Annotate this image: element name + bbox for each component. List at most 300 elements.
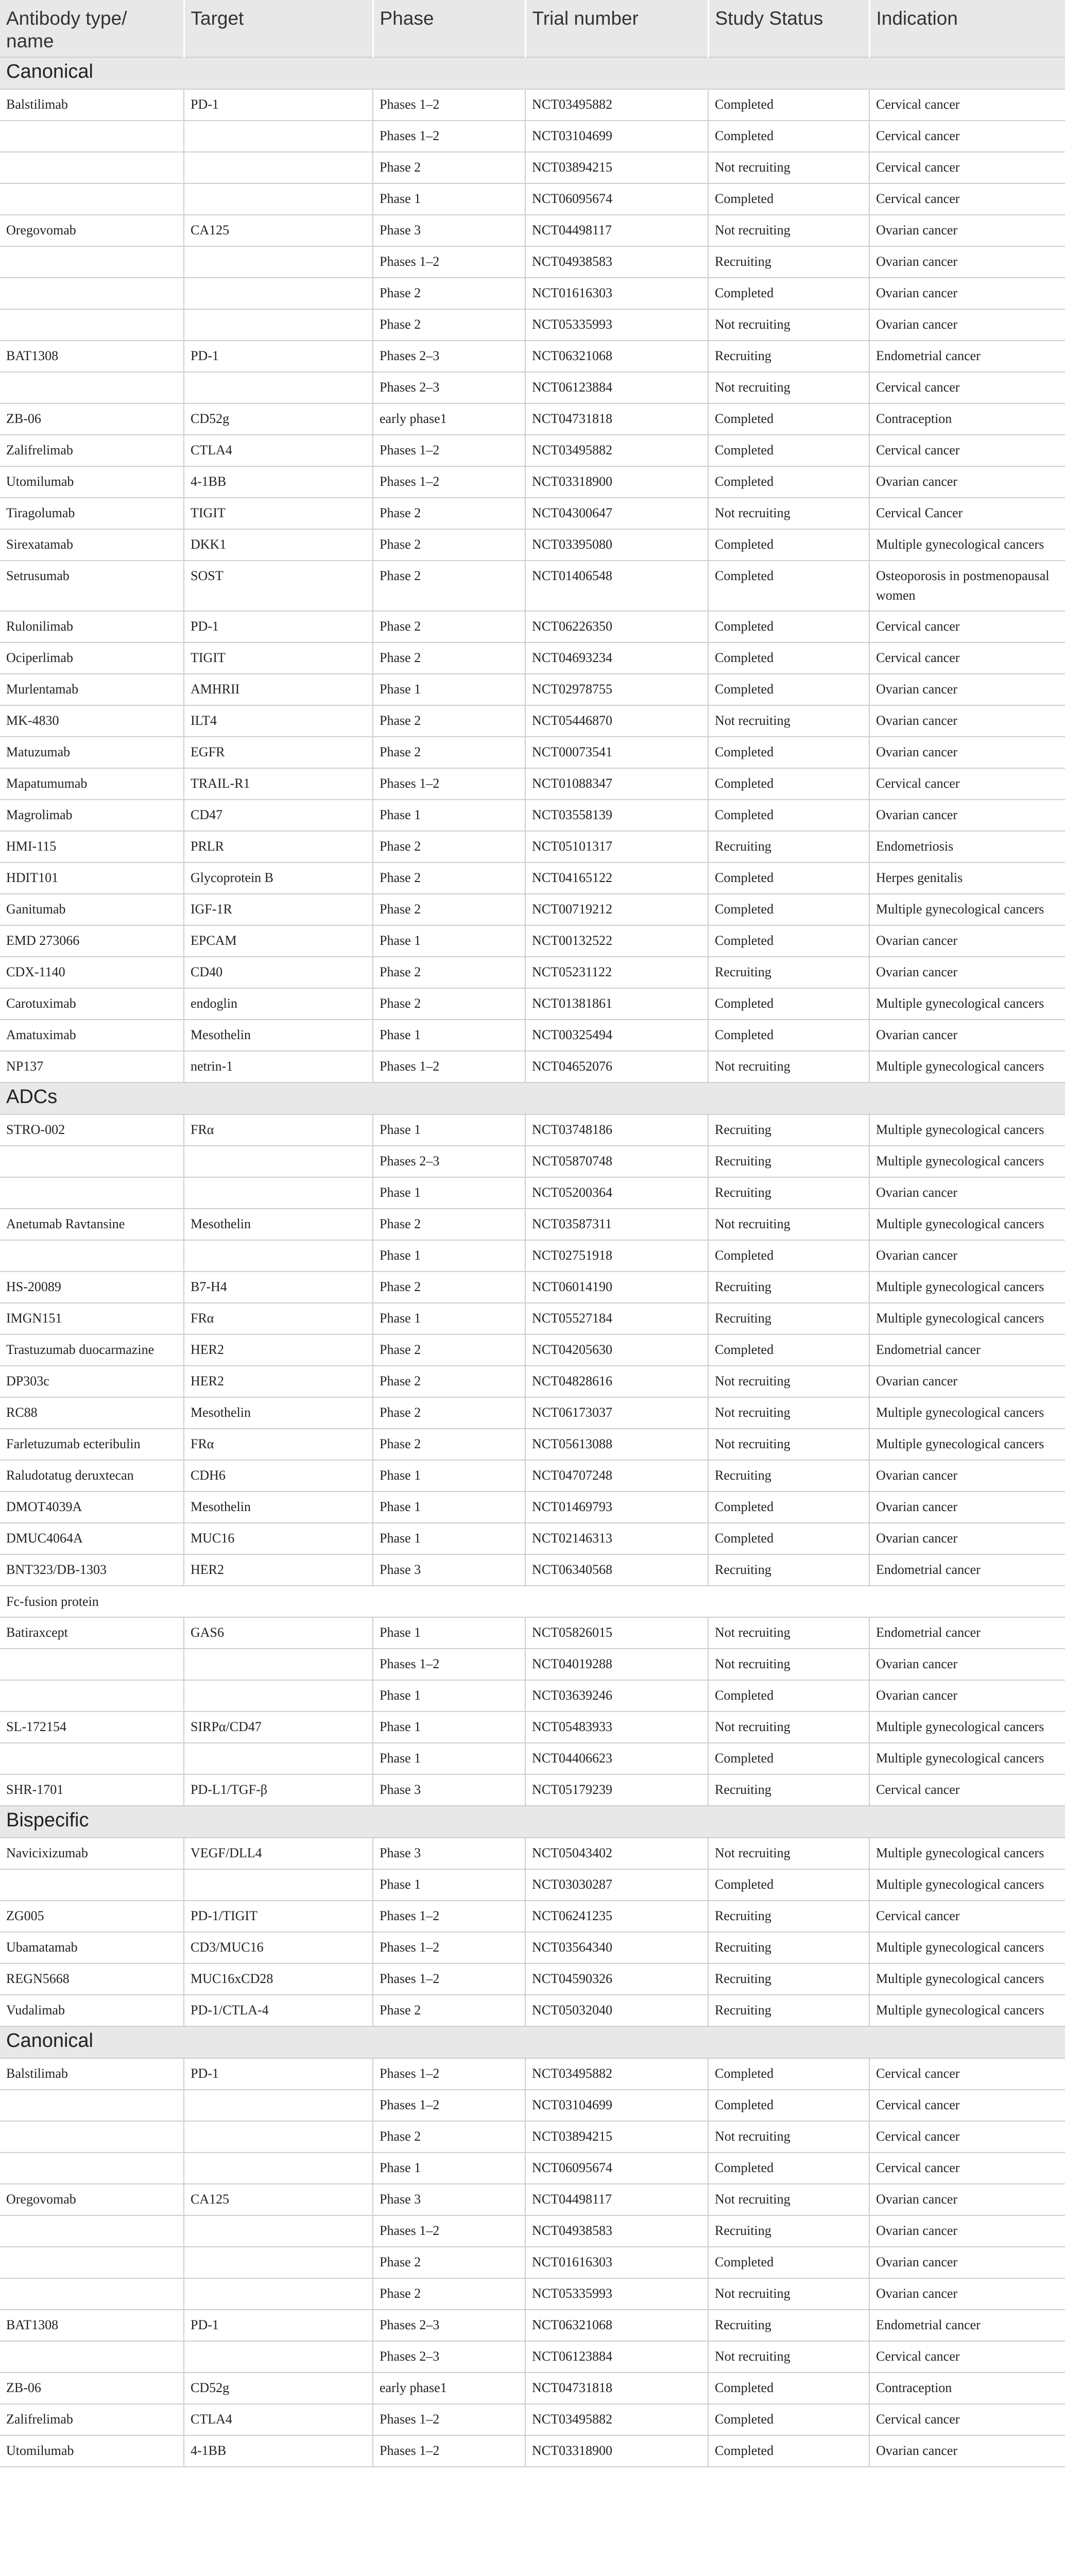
cell-antibody: DMOT4039A <box>0 1492 184 1523</box>
cell-target: FRα <box>184 1429 373 1460</box>
cell-phase: Phase 2 <box>373 278 525 309</box>
cell-study-status: Recruiting <box>708 341 869 372</box>
cell-phase: Phase 1 <box>373 1303 525 1334</box>
cell-target <box>184 309 373 341</box>
cell-study-status: Recruiting <box>708 1554 869 1586</box>
cell-study-status: Completed <box>708 925 869 957</box>
cell-trial-number: NCT05200364 <box>525 1177 708 1209</box>
cell-antibody: Setrusumab <box>0 561 184 611</box>
cell-phase: Phase 2 <box>373 705 525 737</box>
cell-target <box>184 1869 373 1901</box>
cell-target: 4-1BB <box>184 466 373 498</box>
table-row <box>0 1460 1065 1492</box>
cell-target <box>184 372 373 403</box>
cell-target <box>184 1177 373 1209</box>
cell-phase: Phase 2 <box>373 309 525 341</box>
cell-antibody: HS-20089 <box>0 1272 184 1303</box>
cell-trial-number: NCT03894215 <box>525 152 708 183</box>
cell-study-status: Completed <box>708 642 869 674</box>
cell-antibody: Farletuzumab ecteribulin <box>0 1429 184 1460</box>
section-header-row <box>0 1586 1065 1617</box>
cell-study-status: Completed <box>708 183 869 215</box>
cell-trial-number: NCT06226350 <box>525 611 708 642</box>
cell-study-status: Not recruiting <box>708 1617 869 1649</box>
cell-target: EGFR <box>184 737 373 768</box>
cell-study-status: Completed <box>708 1680 869 1711</box>
cell-indication: Ovarian cancer <box>869 1492 1065 1523</box>
cell-antibody: Carotuximab <box>0 988 184 1020</box>
cell-trial-number: NCT04019288 <box>525 1649 708 1680</box>
cell-study-status: Completed <box>708 862 869 894</box>
cell-target: SIRPα/CD47 <box>184 1711 373 1743</box>
cell-phase: Phases 1–2 <box>373 2090 525 2121</box>
cell-phase: Phase 2 <box>373 862 525 894</box>
cell-indication: Multiple gynecological cancers <box>869 1272 1065 1303</box>
cell-phase: Phase 2 <box>373 1272 525 1303</box>
table-row <box>0 1177 1065 1209</box>
cell-indication: Endometrial cancer <box>869 341 1065 372</box>
section-header-row <box>0 2026 1065 2058</box>
section-title: Canonical <box>0 2026 1065 2058</box>
cell-trial-number: NCT01088347 <box>525 768 708 800</box>
cell-study-status: Recruiting <box>708 1901 869 1932</box>
section-title: ADCs <box>0 1082 1065 1114</box>
cell-study-status: Completed <box>708 988 869 1020</box>
cell-phase: Phase 2 <box>373 1429 525 1460</box>
cell-indication: Multiple gynecological cancers <box>869 1146 1065 1177</box>
cell-study-status: Recruiting <box>708 1774 869 1806</box>
cell-phase: Phase 1 <box>373 2153 525 2184</box>
cell-trial-number: NCT02978755 <box>525 674 708 705</box>
table-row <box>0 2215 1065 2247</box>
cell-target: DKK1 <box>184 529 373 561</box>
cell-indication: Cervical cancer <box>869 768 1065 800</box>
cell-study-status: Recruiting <box>708 1963 869 1995</box>
cell-trial-number: NCT06340568 <box>525 1554 708 1586</box>
cell-phase: Phases 1–2 <box>373 466 525 498</box>
cell-study-status: Not recruiting <box>708 2341 869 2372</box>
cell-study-status: Not recruiting <box>708 1711 869 1743</box>
cell-study-status: Not recruiting <box>708 152 869 183</box>
cell-phase: Phase 2 <box>373 1366 525 1397</box>
cell-indication: Ovarian cancer <box>869 1680 1065 1711</box>
cell-study-status: Recruiting <box>708 2215 869 2247</box>
cell-indication: Endometriosis <box>869 831 1065 862</box>
cell-study-status: Not recruiting <box>708 1397 869 1429</box>
cell-antibody: HDIT101 <box>0 862 184 894</box>
cell-indication: Ovarian cancer <box>869 1523 1065 1554</box>
cell-indication: Multiple gynecological cancers <box>869 1838 1065 1869</box>
cell-trial-number: NCT03495882 <box>525 2404 708 2435</box>
cell-trial-number: NCT06014190 <box>525 1272 708 1303</box>
cell-study-status: Completed <box>708 435 869 466</box>
cell-antibody: BAT1308 <box>0 341 184 372</box>
cell-indication: Endometrial cancer <box>869 1334 1065 1366</box>
cell-antibody: ZG005 <box>0 1901 184 1932</box>
cell-trial-number: NCT06241235 <box>525 1901 708 1932</box>
cell-trial-number: NCT04498117 <box>525 215 708 246</box>
cell-phase: Phase 1 <box>373 925 525 957</box>
table-row <box>0 988 1065 1020</box>
cell-indication: Multiple gynecological cancers <box>869 894 1065 925</box>
cell-trial-number: NCT04590326 <box>525 1963 708 1995</box>
cell-study-status: Completed <box>708 1743 869 1774</box>
cell-phase: Phase 2 <box>373 2247 525 2278</box>
cell-trial-number: NCT03030287 <box>525 1869 708 1901</box>
cell-trial-number: NCT03104699 <box>525 121 708 152</box>
cell-indication: Ovarian cancer <box>869 2278 1065 2310</box>
cell-trial-number: NCT04938583 <box>525 2215 708 2247</box>
cell-target: HER2 <box>184 1366 373 1397</box>
cell-trial-number: NCT03558139 <box>525 800 708 831</box>
table-row <box>0 1272 1065 1303</box>
cell-trial-number: NCT03639246 <box>525 1680 708 1711</box>
cell-phase: Phases 1–2 <box>373 1932 525 1963</box>
cell-study-status: Completed <box>708 2435 869 2467</box>
cell-indication: Cervical cancer <box>869 1774 1065 1806</box>
cell-antibody: Utomilumab <box>0 466 184 498</box>
cell-antibody: Zalifrelimab <box>0 435 184 466</box>
cell-antibody: Oregovomab <box>0 2184 184 2215</box>
cell-trial-number: NCT01381861 <box>525 988 708 1020</box>
cell-target: HER2 <box>184 1334 373 1366</box>
cell-study-status: Recruiting <box>708 2310 869 2341</box>
table-row <box>0 1743 1065 1774</box>
cell-target <box>184 1649 373 1680</box>
cell-phase: Phase 3 <box>373 1774 525 1806</box>
cell-study-status: Completed <box>708 674 869 705</box>
cell-phase: Phase 1 <box>373 674 525 705</box>
cell-study-status: Completed <box>708 2404 869 2435</box>
cell-indication: Multiple gynecological cancers <box>869 529 1065 561</box>
cell-antibody: DP303c <box>0 1366 184 1397</box>
cell-indication: Ovarian cancer <box>869 2435 1065 2467</box>
cell-target: CA125 <box>184 2184 373 2215</box>
cell-antibody <box>0 1743 184 1774</box>
cell-phase: Phase 2 <box>373 642 525 674</box>
cell-indication: Cervical cancer <box>869 2153 1065 2184</box>
cell-trial-number: NCT04693234 <box>525 642 708 674</box>
cell-study-status: Recruiting <box>708 831 869 862</box>
table-row <box>0 1711 1065 1743</box>
table-row <box>0 2090 1065 2121</box>
cell-phase: Phases 1–2 <box>373 435 525 466</box>
cell-target: CTLA4 <box>184 2404 373 2435</box>
table-row <box>0 705 1065 737</box>
header-trial-number: Trial number <box>525 0 708 57</box>
cell-phase: Phase 3 <box>373 215 525 246</box>
cell-target: IGF-1R <box>184 894 373 925</box>
cell-indication: Ovarian cancer <box>869 737 1065 768</box>
cell-study-status: Completed <box>708 1020 869 1051</box>
cell-study-status: Completed <box>708 2247 869 2278</box>
cell-indication: Ovarian cancer <box>869 215 1065 246</box>
cell-target: CDH6 <box>184 1460 373 1492</box>
cell-phase: Phase 2 <box>373 2278 525 2310</box>
section-title: Fc-fusion protein <box>0 1586 1065 1617</box>
cell-phase: Phases 1–2 <box>373 2404 525 2435</box>
table-row <box>0 246 1065 278</box>
cell-antibody: STRO-002 <box>0 1114 184 1146</box>
cell-target <box>184 278 373 309</box>
cell-study-status: Recruiting <box>708 1177 869 1209</box>
cell-indication: Endometrial cancer <box>869 2310 1065 2341</box>
cell-indication: Cervical cancer <box>869 435 1065 466</box>
table-row <box>0 957 1065 988</box>
cell-antibody: MK-4830 <box>0 705 184 737</box>
cell-study-status: Recruiting <box>708 1303 869 1334</box>
table-row <box>0 862 1065 894</box>
cell-target: TIGIT <box>184 642 373 674</box>
cell-target <box>184 2090 373 2121</box>
table-row <box>0 1774 1065 1806</box>
cell-antibody: ZB-06 <box>0 2372 184 2404</box>
table-row <box>0 183 1065 215</box>
header-study-status: Study Status <box>708 0 869 57</box>
cell-target <box>184 2247 373 2278</box>
table-row <box>0 2341 1065 2372</box>
cell-antibody: NP137 <box>0 1051 184 1082</box>
cell-antibody: Anetumab Ravtansine <box>0 1209 184 1240</box>
cell-indication: Multiple gynecological cancers <box>869 1932 1065 1963</box>
table-body <box>0 57 1065 2467</box>
table-row <box>0 1838 1065 1869</box>
cell-trial-number: NCT00132522 <box>525 925 708 957</box>
cell-trial-number: NCT04652076 <box>525 1051 708 1082</box>
cell-antibody: Balstilimab <box>0 89 184 121</box>
cell-phase: Phases 1–2 <box>373 121 525 152</box>
cell-target: GAS6 <box>184 1617 373 1649</box>
cell-antibody <box>0 1240 184 1272</box>
cell-indication: Multiple gynecological cancers <box>869 1711 1065 1743</box>
cell-trial-number: NCT04406623 <box>525 1743 708 1774</box>
cell-target: PD-1 <box>184 611 373 642</box>
cell-antibody: Murlentamab <box>0 674 184 705</box>
cell-indication: Multiple gynecological cancers <box>869 1303 1065 1334</box>
cell-indication: Cervical cancer <box>869 89 1065 121</box>
table-row <box>0 2435 1065 2467</box>
cell-indication: Cervical cancer <box>869 2090 1065 2121</box>
cell-indication: Multiple gynecological cancers <box>869 1429 1065 1460</box>
cell-indication: Multiple gynecological cancers <box>869 1051 1065 1082</box>
cell-antibody: Raludotatug deruxtecan <box>0 1460 184 1492</box>
cell-trial-number: NCT03495882 <box>525 2058 708 2090</box>
cell-target: FRα <box>184 1303 373 1334</box>
cell-trial-number: NCT00073541 <box>525 737 708 768</box>
table-row <box>0 768 1065 800</box>
cell-antibody: BAT1308 <box>0 2310 184 2341</box>
cell-indication: Ovarian cancer <box>869 1649 1065 1680</box>
table-row <box>0 2372 1065 2404</box>
cell-phase: Phases 1–2 <box>373 1963 525 1995</box>
table-row <box>0 121 1065 152</box>
cell-indication: Ovarian cancer <box>869 466 1065 498</box>
cell-phase: Phase 2 <box>373 988 525 1020</box>
table-row <box>0 2184 1065 2215</box>
cell-target: VEGF/DLL4 <box>184 1838 373 1869</box>
cell-trial-number: NCT04731818 <box>525 2372 708 2404</box>
cell-target: TIGIT <box>184 498 373 529</box>
cell-trial-number: NCT03495882 <box>525 89 708 121</box>
cell-trial-number: NCT04498117 <box>525 2184 708 2215</box>
cell-study-status: Completed <box>708 611 869 642</box>
cell-phase: Phase 2 <box>373 831 525 862</box>
cell-target <box>184 1240 373 1272</box>
cell-target <box>184 152 373 183</box>
cell-antibody: IMGN151 <box>0 1303 184 1334</box>
table-row <box>0 498 1065 529</box>
cell-antibody <box>0 1869 184 1901</box>
cell-phase: Phases 1–2 <box>373 2215 525 2247</box>
cell-target: endoglin <box>184 988 373 1020</box>
cell-trial-number: NCT05101317 <box>525 831 708 862</box>
table-row <box>0 1523 1065 1554</box>
cell-study-status: Not recruiting <box>708 2184 869 2215</box>
cell-antibody: Batiraxcept <box>0 1617 184 1649</box>
cell-antibody: Zalifrelimab <box>0 2404 184 2435</box>
cell-phase: Phase 1 <box>373 1869 525 1901</box>
cell-antibody: Vudalimab <box>0 1995 184 2026</box>
table-row <box>0 1649 1065 1680</box>
cell-study-status: Completed <box>708 768 869 800</box>
header-target: Target <box>184 0 373 57</box>
cell-indication: Multiple gynecological cancers <box>869 1114 1065 1146</box>
cell-antibody: Mapatumumab <box>0 768 184 800</box>
cell-study-status: Completed <box>708 89 869 121</box>
cell-antibody: Utomilumab <box>0 2435 184 2467</box>
cell-phase: Phase 1 <box>373 1680 525 1711</box>
table-row <box>0 674 1065 705</box>
cell-indication: Cervical cancer <box>869 611 1065 642</box>
cell-antibody <box>0 1649 184 1680</box>
cell-indication: Cervical Cancer <box>869 498 1065 529</box>
cell-trial-number: NCT01469793 <box>525 1492 708 1523</box>
cell-target: Mesothelin <box>184 1492 373 1523</box>
table-row <box>0 278 1065 309</box>
table-row <box>0 831 1065 862</box>
cell-phase: Phase 1 <box>373 1492 525 1523</box>
table-row <box>0 1429 1065 1460</box>
cell-antibody: BNT323/DB-1303 <box>0 1554 184 1586</box>
cell-indication: Multiple gynecological cancers <box>869 1209 1065 1240</box>
cell-study-status: Completed <box>708 737 869 768</box>
cell-study-status: Not recruiting <box>708 705 869 737</box>
table-row <box>0 466 1065 498</box>
cell-antibody: Rulonilimab <box>0 611 184 642</box>
cell-trial-number: NCT05231122 <box>525 957 708 988</box>
cell-trial-number: NCT04300647 <box>525 498 708 529</box>
cell-phase: Phase 3 <box>373 2184 525 2215</box>
cell-antibody: Amatuximab <box>0 1020 184 1051</box>
cell-phase: Phase 1 <box>373 800 525 831</box>
table-row <box>0 2310 1065 2341</box>
table-row <box>0 1901 1065 1932</box>
cell-antibody: Balstilimab <box>0 2058 184 2090</box>
cell-antibody <box>0 2153 184 2184</box>
cell-phase: Phase 2 <box>373 737 525 768</box>
section-header-row <box>0 1806 1065 1838</box>
cell-phase: early phase1 <box>373 2372 525 2404</box>
cell-target <box>184 1680 373 1711</box>
table-row <box>0 2278 1065 2310</box>
cell-study-status: Recruiting <box>708 1995 869 2026</box>
cell-trial-number: NCT00719212 <box>525 894 708 925</box>
cell-target: PD-1 <box>184 341 373 372</box>
cell-target: CTLA4 <box>184 435 373 466</box>
cell-phase: early phase1 <box>373 403 525 435</box>
table-row <box>0 309 1065 341</box>
table-row <box>0 1114 1065 1146</box>
cell-trial-number: NCT04731818 <box>525 403 708 435</box>
cell-antibody <box>0 1680 184 1711</box>
cell-antibody: Ubamatamab <box>0 1932 184 1963</box>
cell-phase: Phase 2 <box>373 529 525 561</box>
table-row <box>0 341 1065 372</box>
cell-target: SOST <box>184 561 373 611</box>
cell-indication: Cervical cancer <box>869 152 1065 183</box>
cell-antibody <box>0 2278 184 2310</box>
table-row <box>0 561 1065 611</box>
cell-study-status: Completed <box>708 800 869 831</box>
cell-indication: Ovarian cancer <box>869 309 1065 341</box>
cell-study-status: Not recruiting <box>708 372 869 403</box>
cell-target: EPCAM <box>184 925 373 957</box>
cell-phase: Phase 1 <box>373 1460 525 1492</box>
cell-antibody: Ociperlimab <box>0 642 184 674</box>
cell-phase: Phase 2 <box>373 2121 525 2153</box>
cell-antibody <box>0 2341 184 2372</box>
table-row <box>0 1554 1065 1586</box>
cell-target <box>184 1146 373 1177</box>
cell-target: netrin-1 <box>184 1051 373 1082</box>
cell-antibody: Matuzumab <box>0 737 184 768</box>
cell-phase: Phases 2–3 <box>373 341 525 372</box>
cell-study-status: Not recruiting <box>708 1209 869 1240</box>
cell-trial-number: NCT00325494 <box>525 1020 708 1051</box>
cell-phase: Phase 2 <box>373 957 525 988</box>
table-row <box>0 1240 1065 1272</box>
cell-target: CD47 <box>184 800 373 831</box>
table-row <box>0 642 1065 674</box>
cell-indication: Ovarian cancer <box>869 246 1065 278</box>
cell-phase: Phases 1–2 <box>373 246 525 278</box>
cell-study-status: Not recruiting <box>708 1366 869 1397</box>
cell-phase: Phases 1–2 <box>373 1649 525 1680</box>
cell-antibody <box>0 121 184 152</box>
cell-phase: Phases 2–3 <box>373 2310 525 2341</box>
cell-antibody <box>0 309 184 341</box>
cell-study-status: Completed <box>708 2372 869 2404</box>
cell-study-status: Not recruiting <box>708 1838 869 1869</box>
cell-target: TRAIL-R1 <box>184 768 373 800</box>
cell-target: Glycoprotein B <box>184 862 373 894</box>
table-row <box>0 2121 1065 2153</box>
cell-indication: Cervical cancer <box>869 2058 1065 2090</box>
cell-phase: Phase 2 <box>373 1209 525 1240</box>
cell-indication: Multiple gynecological cancers <box>869 1743 1065 1774</box>
cell-antibody: DMUC4064A <box>0 1523 184 1554</box>
cell-trial-number: NCT04707248 <box>525 1460 708 1492</box>
cell-study-status: Not recruiting <box>708 2121 869 2153</box>
cell-study-status: Completed <box>708 2153 869 2184</box>
cell-indication: Ovarian cancer <box>869 2215 1065 2247</box>
cell-indication: Endometrial cancer <box>869 1617 1065 1649</box>
cell-indication: Cervical cancer <box>869 372 1065 403</box>
table-row <box>0 2058 1065 2090</box>
cell-study-status: Recruiting <box>708 1146 869 1177</box>
cell-target <box>184 183 373 215</box>
cell-indication: Ovarian cancer <box>869 2247 1065 2278</box>
